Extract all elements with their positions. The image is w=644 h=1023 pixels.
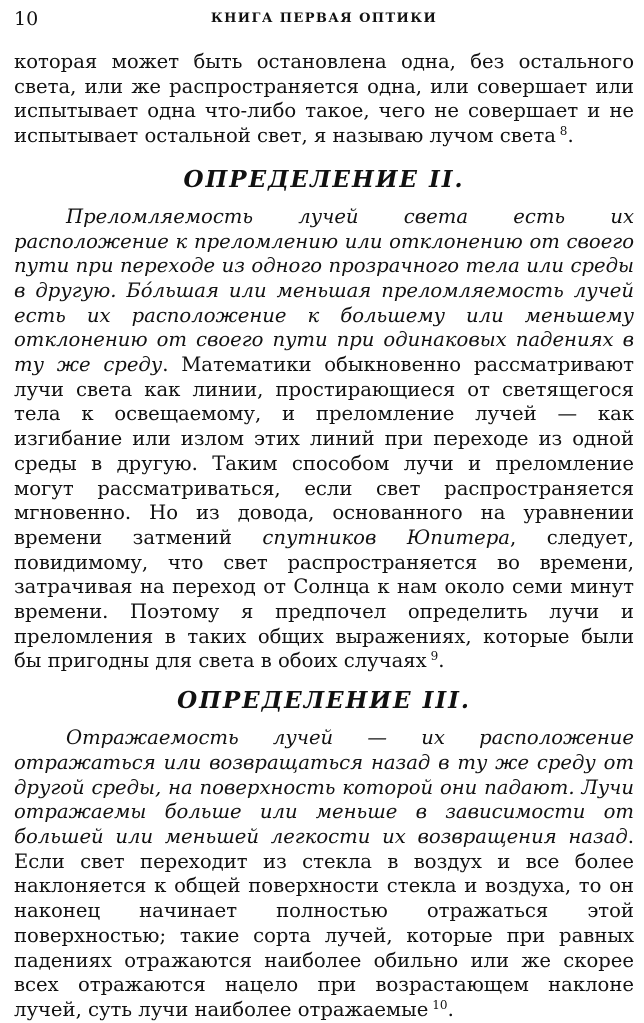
paragraph-end: . [567,124,574,148]
definition-3-heading: ОПРЕДЕЛЕНИЕ III. [177,687,471,715]
page-number: 10 [14,8,39,30]
definition-3-statement: Отражаемость лучей — их расположение отражаться или возвращаться назад в ту же среду от другой среды, на поверхность которой они падают. Лучи отражаемы больше или меньше в зависимости от большей или меньшей легкости их возвращения назад [14,726,634,848]
running-title: КНИГА ПЕРВАЯ ОПТИКИ [210,11,438,26]
footnote-ref-8: 8 [559,124,568,139]
book-page [14,6,634,1021]
running-head [14,6,634,32]
definition-2-text-2: , следует, повидимому, что свет распространяется во времени, затрачивая на переход от Солнца к нам около семи минут времени. Поэтому я предпочел определить лучи и преломления в таких общих выражениях, которые были бы пригодны для света в обоих случаях [14,525,634,673]
definition-3-text-1: . Если свет переходит из стекла в воздух и все более наклоняется к общей поверхности стекла и воздуха, то он наконец начинает полностью отражаться этой поверхностью; такие сорта лучей, которые при равных падениях отражаются наиболее обильно или же скорее всех отражаются нацело при возрастающем наклоне лучей, суть лучи наиболее отражаемые [14,824,634,1021]
definition-2-statement: Преломляемость лучей света есть их расположение к преломлению или отклонению от своего пути при переходе из одного прозрачного тела или среды в другую. Бо́льшая или меньшая преломляемость лучей есть их расположение к большему или меньшему отклонению от своего пути при одинаковых падениях в ту же среду [14,204,634,377]
definition-2-paragraph [14,205,634,674]
paragraph-text: которая может быть остановлена одна, без остального света, или же распространяется одна, или совершает или испытывает одна что-либо такое, чего не совершает и не испытывает остальной свет, я называю лучом света [14,50,634,148]
definition-2-end: . [438,649,445,673]
definition-2-italic-term: спутников Юпитера [262,525,510,549]
footnote-ref-9: 9 [430,649,439,664]
definition-3-paragraph [14,726,634,1022]
definition-3-end: . [447,997,454,1021]
paragraph-continuation [14,50,634,149]
definition-2-text-1: . Математики обыкновенно рассматривают лучи света как линии, простирающиеся от светящегося тела к освещаемому, и преломление лучей — как изгибание или излом этих линий при переходе из одной среды в другую. Таким способом лучи и преломление могут рассматриваться, если свет распространяется мгновенно. Но из довода, основанного на уравнении времени затмений [14,353,634,549]
definition-2-heading: ОПРЕДЕЛЕНИЕ II. [183,165,465,193]
footnote-ref-10: 10 [432,997,448,1012]
